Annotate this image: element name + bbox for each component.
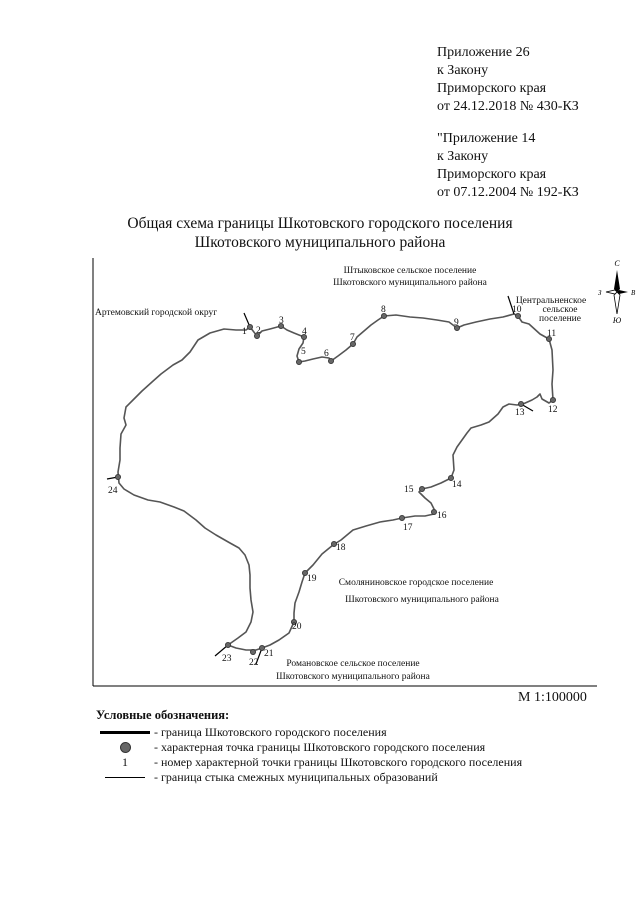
point-number: 9 [454, 318, 459, 328]
legend-item-text: - граница Шкотовского городского поселения [154, 725, 387, 739]
point-number: 18 [336, 543, 346, 553]
point-number: 21 [264, 649, 274, 659]
boundary-point [518, 401, 523, 406]
point-number: 13 [515, 408, 525, 418]
point-number: 14 [452, 480, 462, 490]
point-number: 15 [404, 485, 414, 495]
thin-line-symbol [105, 777, 145, 778]
boundary-point [247, 324, 252, 329]
point-number: 1 [242, 327, 247, 337]
point-number: 17 [403, 523, 413, 533]
legend-item [96, 740, 522, 755]
compass-north-label: С [614, 259, 620, 268]
boundary-point [296, 359, 301, 364]
area-labels [95, 266, 586, 682]
header-line: "Приложение 14 [437, 131, 536, 146]
legend-item [96, 770, 522, 785]
compass-west-label: З [598, 289, 602, 297]
header-line: к Закону [437, 63, 489, 78]
number-symbol: 1 [122, 755, 128, 769]
header-line: Приморского края [437, 81, 547, 96]
compass-south-label: Ю [612, 316, 622, 325]
boundary-point [115, 474, 120, 479]
legend-item [96, 755, 522, 770]
point-number: 7 [350, 333, 355, 343]
boundary-point [328, 358, 333, 363]
legend [96, 708, 522, 785]
boundary-point [550, 397, 555, 402]
compass-icon [598, 259, 636, 325]
label-tsentralnenskoe-3: поселение [539, 314, 581, 324]
label-smolyaninovskoe-district: Шкотовского муниципального района [345, 595, 499, 605]
label-romanovskoe: Романовское сельское поселение [286, 659, 420, 669]
point-number: 3 [279, 316, 284, 326]
header-line: от 24.12.2018 № 430-КЗ [437, 99, 579, 114]
label-romanovskoe-district: Шкотовского муниципального района [276, 672, 430, 682]
legend-item [96, 725, 522, 740]
map-scale: М 1:100000 [518, 690, 587, 705]
boundary-point [225, 642, 230, 647]
junction-lines [107, 296, 533, 664]
point-number: 23 [222, 654, 232, 664]
map-title-line: Общая схема границы Шкотовского городского поселения [127, 215, 513, 232]
point-number: 12 [548, 405, 558, 415]
legend-item-text: - характерная точка границы Шкотовского городского поселения [154, 740, 486, 754]
label-shtykovskoe: Штыковское сельское поселение [343, 266, 477, 276]
compass-east-label: В [631, 289, 636, 297]
header-line: Приложение 26 [437, 45, 530, 60]
label-shtykovskoe-district: Шкотовского муниципального района [333, 278, 487, 288]
compass-needle-north [614, 270, 620, 292]
thick-line-symbol [100, 731, 150, 734]
point-number: 4 [302, 327, 307, 337]
point-number: 16 [437, 511, 447, 521]
label-tsentralnenskoe: Центральненское [515, 296, 587, 306]
point-number: 5 [301, 347, 306, 357]
point-symbol [120, 742, 131, 753]
boundary-point [399, 515, 404, 520]
point-number: 20 [292, 622, 302, 632]
point-number: 19 [307, 574, 317, 584]
point-number: 6 [324, 349, 329, 359]
point-number: 11 [547, 329, 557, 339]
point-number: 2 [256, 326, 261, 336]
compass-needle-west [606, 290, 617, 294]
compass-needle-east [617, 290, 628, 294]
boundary-point [250, 649, 255, 654]
map-title-line: Шкотовского муниципального района [194, 234, 446, 251]
label-tsentralnenskoe-2: сельское [542, 305, 578, 315]
boundary-point [419, 486, 424, 491]
legend-item-text: - граница стыка смежных муниципальных образований [154, 770, 438, 784]
point-number: 24 [108, 486, 118, 496]
label-artemovsky: Артемовский городской округ [95, 308, 218, 318]
header-line: от 07.12.2004 № 192-КЗ [437, 185, 579, 200]
point-number: 8 [381, 305, 386, 315]
legend-item-text: - номер характерной точки границы Шкотовского городского поселения [154, 755, 523, 769]
header-line: к Закону [437, 149, 489, 164]
header-line: Приморского края [437, 167, 547, 182]
point-number: 22 [249, 658, 259, 668]
compass-needle-south [614, 292, 620, 314]
boundary-point [431, 509, 436, 514]
label-smolyaninovskoe: Смоляниновское городское поселение [338, 578, 494, 588]
point-number: 10 [512, 305, 522, 315]
legend-title: Условные обозначения: [96, 708, 230, 722]
